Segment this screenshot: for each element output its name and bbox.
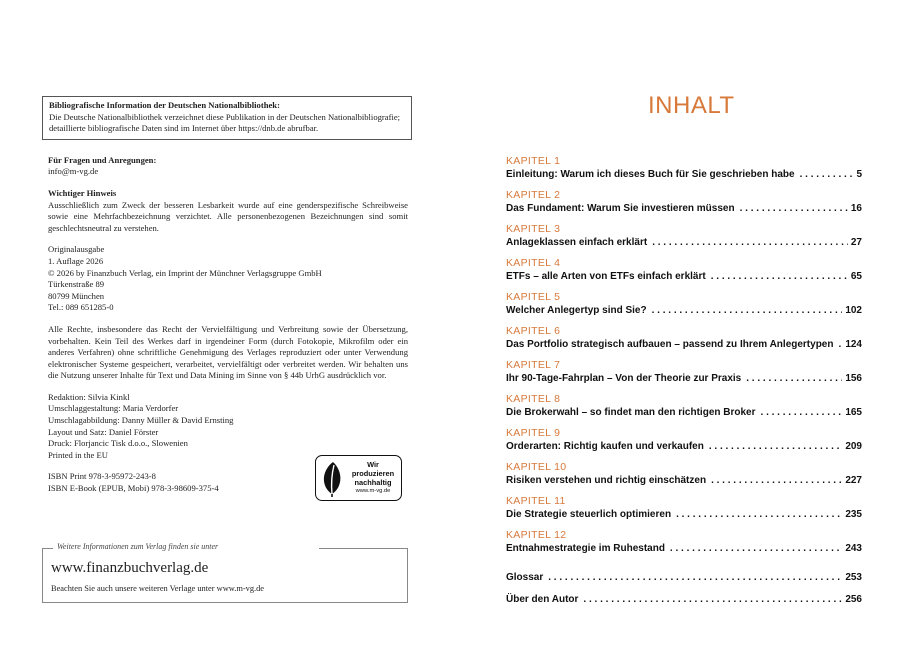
page-number: 227	[845, 475, 862, 486]
info-caption: Weitere Informationen zum Verlag finden sie unter	[57, 542, 219, 551]
page-number: 256	[845, 594, 862, 605]
toc-chapter[interactable]	[506, 393, 862, 427]
table-of-contents	[506, 155, 862, 611]
chapter-title: Entnahmestrategie im Ruhestand	[506, 543, 665, 554]
badge-line-1: Wir produzieren	[351, 460, 395, 479]
chapter-label: KAPITEL 7	[506, 359, 561, 371]
chapter-title: Das Fundament: Warum Sie investieren müssen	[506, 203, 735, 214]
page-number: 235	[845, 509, 862, 520]
page-number: 124	[845, 339, 862, 350]
chapter-label: KAPITEL 10	[506, 461, 567, 473]
page-number: 27	[850, 237, 862, 248]
toc-chapter[interactable]	[506, 461, 862, 495]
chapter-label: KAPITEL 1	[506, 155, 561, 167]
credit-line: Printed in the EU	[48, 449, 108, 460]
isbn-block	[48, 460, 408, 505]
edition-line: © 2026 by Finanzbuch Verlag, ein Imprint der Münchner Verlagsgruppe GmbH	[48, 267, 322, 278]
toc-entry	[506, 338, 862, 352]
box-top-border-left	[43, 548, 53, 549]
toc-entry	[506, 304, 862, 318]
notice-title: Wichtiger Hinweis	[48, 187, 117, 198]
toc-chapter[interactable]	[506, 495, 862, 529]
isbn-print: ISBN Print 978-3-95972-243-8	[48, 471, 156, 482]
box-top-border-right	[319, 548, 407, 549]
bib-title: Bibliografische Information der Deutschen Nationalbibliothek:	[49, 100, 280, 110]
badge-url: www.m-vg.de	[355, 488, 391, 495]
toc-entry	[506, 406, 862, 420]
badge-text	[345, 460, 401, 496]
isbn-ebook: ISBN E-Book (EPUB, Mobi) 978-3-98609-375-4	[48, 483, 219, 494]
bibliographic-info-box	[42, 96, 412, 140]
edition-line: 1. Auflage 2026	[48, 255, 104, 266]
page-number: 156	[845, 373, 862, 384]
toc-chapter[interactable]	[506, 427, 862, 461]
chapter-title: Anlageklassen einfach erklärt	[506, 237, 648, 248]
page-number: 253	[845, 572, 862, 583]
chapter-title: Ihr 90-Tage-Fahrplan – Von der Theorie zur Praxis	[506, 373, 742, 384]
chapter-label: KAPITEL 9	[506, 427, 561, 439]
leader-dots	[711, 270, 848, 284]
page-number: 243	[845, 543, 862, 554]
toc-chapter[interactable]	[506, 257, 862, 291]
extra-title: Über den Autor	[506, 594, 579, 605]
toc-chapter[interactable]	[506, 359, 862, 393]
chapter-label: KAPITEL 3	[506, 223, 561, 235]
leader-dots	[548, 567, 842, 589]
badge-line-2: nachhaltig	[354, 478, 392, 488]
leader-dots	[583, 589, 842, 611]
chapter-label: KAPITEL 5	[506, 291, 561, 303]
chapter-title: Welcher Anlegertyp sind Sie?	[506, 305, 647, 316]
chapter-title: Das Portfolio strategisch aufbauen – passend zu Ihrem Anlegertypen	[506, 339, 834, 350]
leader-dots	[709, 440, 842, 454]
toc-extras	[506, 567, 862, 611]
edition-line: Tel.: 089 651285-0	[48, 302, 114, 313]
publisher-info-box	[42, 542, 408, 603]
chapter-title: Die Brokerwahl – so findet man den richtigen Broker	[506, 407, 756, 418]
questions-block	[48, 155, 408, 178]
page-number: 65	[850, 271, 862, 282]
toc-entry	[506, 270, 862, 284]
page-title: INHALT	[648, 92, 735, 119]
sustainability-badge	[315, 455, 402, 501]
credits-block	[48, 392, 408, 462]
leader-dots	[800, 168, 854, 182]
leader-dots	[670, 542, 842, 556]
edition-line: 80799 München	[48, 290, 105, 301]
credit-line: Druck: Florjancic Tisk d.o.o., Slowenien	[48, 438, 188, 449]
leader-dots	[740, 202, 848, 216]
notice-text: Ausschließlich zum Zweck der besseren Lesbarkeit wurde auf eine genderspezifische Schreibweise sowie eine Mehrfachbezeichnung verzichtet. Alle personenbezogenen Bezeichnungen sind somit geschlechtsneutral zu verstehen.	[48, 199, 408, 233]
toc-entry-glossary[interactable]	[506, 567, 862, 589]
page-number: 16	[850, 203, 862, 214]
edition-line: Türkenstraße 89	[48, 279, 105, 290]
edition-line: Originalausgabe	[48, 244, 105, 255]
publisher-url[interactable]: www.finanzbuchverlag.de	[51, 560, 209, 576]
chapter-title: Die Strategie steuerlich optimieren	[506, 509, 672, 520]
toc-entry	[506, 168, 862, 182]
credit-line: Umschlagabbildung: Danny Müller & David Ernsting	[48, 415, 234, 426]
leader-dots	[652, 236, 848, 250]
edition-block	[48, 244, 408, 314]
toc-entry	[506, 202, 862, 216]
credit-line: Umschlaggestaltung: Maria Verdorfer	[48, 403, 179, 414]
leader-dots	[711, 474, 842, 488]
chapter-title: Risiken verstehen und richtig einschätzen	[506, 475, 707, 486]
chapter-label: KAPITEL 8	[506, 393, 561, 405]
bib-text: Die Deutsche Nationalbibliothek verzeichnet diese Publikation in der Deutschen Nationalbibliografie; detaillierte bibliografische Daten sind im Internet über https://dnb.de abrufbar.	[49, 111, 401, 134]
toc-chapter[interactable]	[506, 325, 862, 359]
notice-block	[48, 188, 408, 234]
chapter-title: Einleitung: Warum ich dieses Buch für Sie geschrieben habe	[506, 169, 795, 180]
toc-chapter[interactable]	[506, 223, 862, 257]
questions-email[interactable]: info@m-vg.de	[48, 166, 99, 177]
page-number: 102	[845, 305, 862, 316]
toc-entry	[506, 474, 862, 488]
questions-title: Für Fragen und Anregungen:	[48, 154, 157, 165]
chapter-label: KAPITEL 6	[506, 325, 561, 337]
leader-dots	[761, 406, 843, 420]
toc-chapter[interactable]	[506, 155, 862, 189]
credit-line: Layout und Satz: Daniel Förster	[48, 426, 159, 437]
page-number: 209	[845, 441, 862, 452]
toc-entry	[506, 440, 862, 454]
credit-line: Redaktion: Silvia Kinkl	[48, 391, 130, 402]
toc-entry	[506, 542, 862, 556]
leader-dots	[746, 372, 842, 386]
chapter-title: ETFs – alle Arten von ETFs einfach erklärt	[506, 271, 706, 282]
leader-dots	[652, 304, 843, 318]
toc-chapter[interactable]	[506, 291, 862, 325]
imprint-page	[48, 96, 408, 505]
chapter-title: Orderarten: Richtig kaufen und verkaufen	[506, 441, 704, 452]
chapter-label: KAPITEL 4	[506, 257, 561, 269]
toc-entry-author[interactable]	[506, 589, 862, 611]
toc-entry	[506, 372, 862, 386]
chapter-label: KAPITEL 11	[506, 495, 566, 507]
rights-text: Alle Rechte, insbesondere das Recht der Vervielfältigung und Verbreitung sowie der Übersetzung, vorbehalten. Kein Teil des Werkes darf in irgendeiner Form (durch Fotokopie, Mikrofilm oder ein anderes Verfahren) ohne schriftliche Genehmigung des Verlages reproduziert oder unter Verwendung elektronischer Systeme gespeichert, verarbeitet, vervielfältigt oder verbreitet werden. Wir behalten uns die Nutzung unserer Inhalte für Text und Data Mining im Sinne von § 44b UrhG ausdrücklich vor.	[48, 323, 408, 381]
chapter-label: KAPITEL 12	[506, 529, 567, 541]
leaf-icon	[319, 459, 345, 497]
chapter-label: KAPITEL 2	[506, 189, 561, 201]
leader-dots	[838, 338, 842, 352]
page-number: 5	[856, 169, 862, 180]
publisher-note: Beachten Sie auch unsere weiteren Verlage unter www.m-vg.de	[51, 584, 265, 593]
toc-entry	[506, 236, 862, 250]
toc-chapter[interactable]	[506, 189, 862, 223]
toc-entry	[506, 508, 862, 522]
leader-dots	[676, 508, 842, 522]
extra-title: Glossar	[506, 572, 544, 583]
toc-chapter[interactable]	[506, 529, 862, 563]
page-number: 165	[845, 407, 862, 418]
